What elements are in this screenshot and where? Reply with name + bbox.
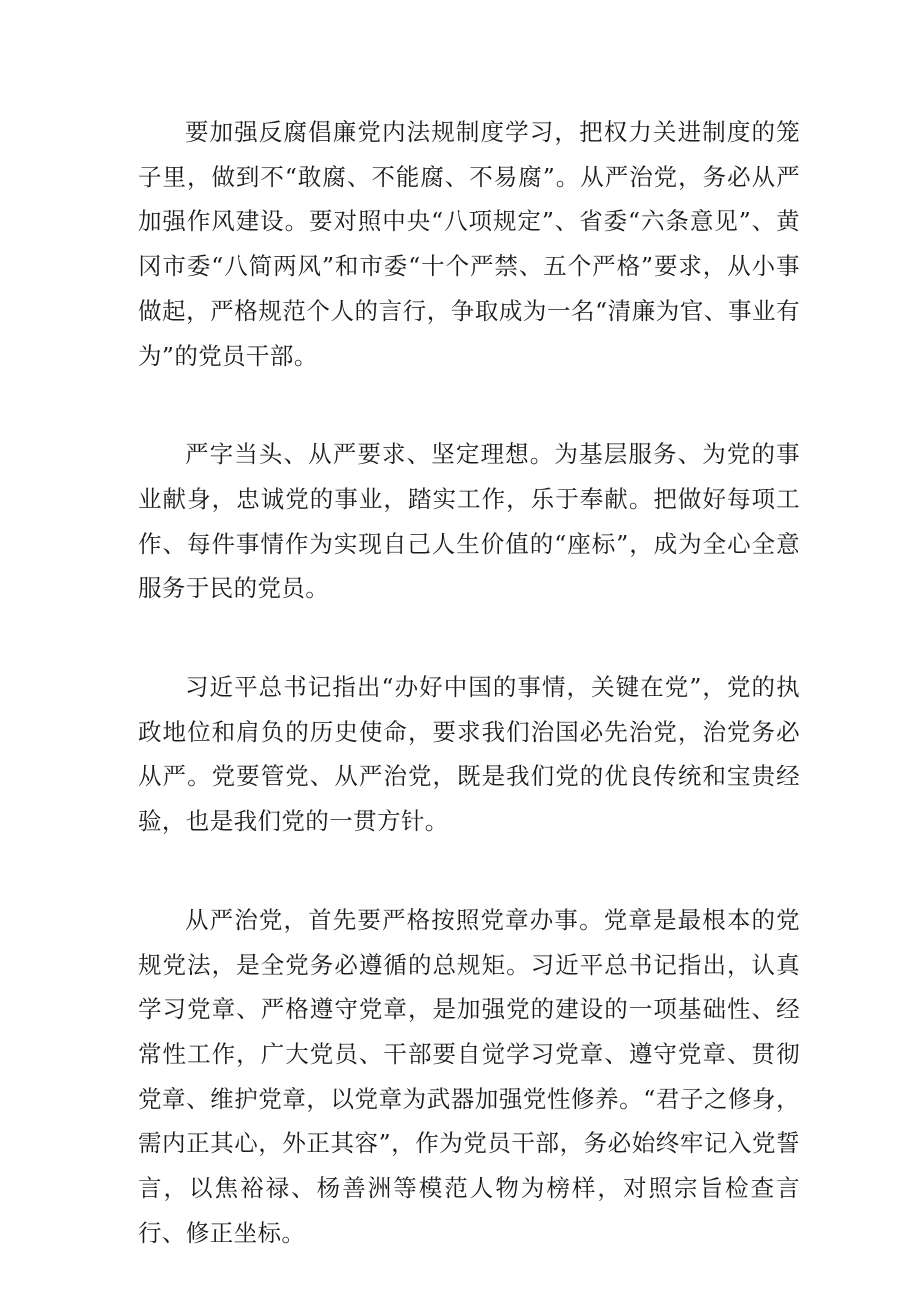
paragraph-4: 从严治党，首先要严格按照党章办事。党章是最根本的党规党法，是全党务必遵循的总规矩。习近平总书记指出，认真学习党章、严格遵守党章，是加强党的建设的一项基础性、经常性工作，广大党员、干部要自觉学习党章、遵守党章、贯彻党章、维护党章，以党章为武器加强党性修养。“君子之修身，需内正其心，外正其容”，作为党员干部，务必始终牢记入党誓言，以焦裕禄、杨善洲等模范人物为榜样，对照宗旨检查言行、修正坐标。	[138, 905, 800, 1247]
paragraph-3: 习近平总书记指出“办好中国的事情，关键在党”，党的执政地位和肩负的历史使命，要求我们治国必先治党，治党务必从严。党要管党、从严治党，既是我们党的优良传统和宝贵经验，也是我们党的一贯方针。	[138, 673, 800, 836]
paragraph-1: 要加强反腐倡廉党内法规制度学习，把权力关进制度的笼子里，做到不“敢腐、不能腐、不易腐”。从严治党，务必从严加强作风建设。要对照中央“八项规定”、省委“六条意见”、黄冈市委“八简两风”和市委“十个严禁、五个严格”要求，从小事做起，严格规范个人的言行，争取成为一名“清廉为官、事业有为”的党员干部。	[138, 118, 800, 370]
paragraph-2: 严字当头、从严要求、坚定理想。为基层服务、为党的事业献身，忠诚党的事业，踏实工作，乐于奉献。把做好每项工作、每件事情作为实现自己人生价值的“座标”，成为全心全意服务于民的党员。	[138, 440, 800, 603]
